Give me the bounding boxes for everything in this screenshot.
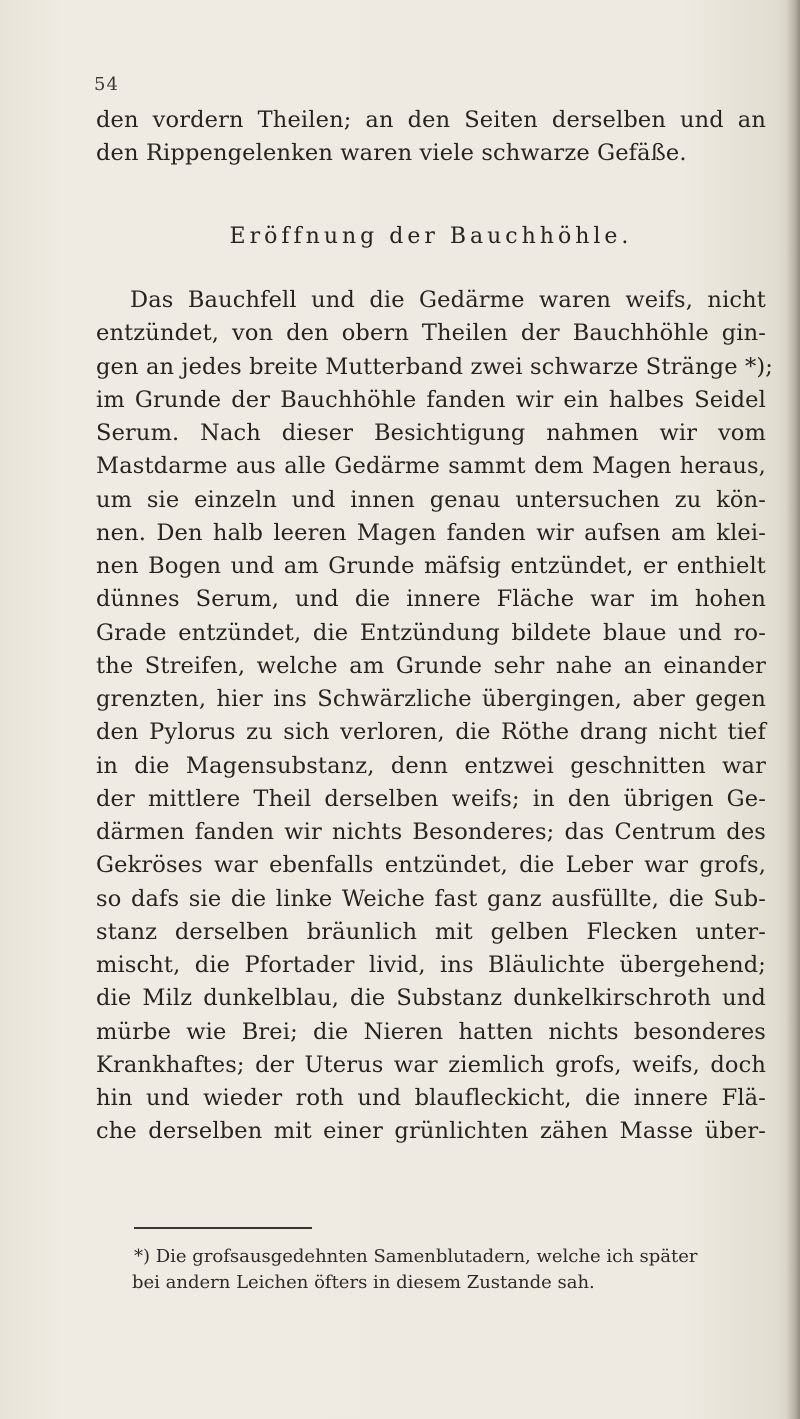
page-edge-shadow — [786, 0, 800, 1419]
text-line: Mastdarme aus alle Gedärme sammt dem Magen heraus, — [96, 453, 766, 480]
text-line: stanz derselben bräunlich mit gelben Flecken unter- — [96, 918, 766, 945]
footnote-line: *) Die grofsausgedehnten Samenblutadern, welche ich später — [134, 1246, 698, 1267]
section-paragraph — [96, 284, 774, 1149]
text-line: im Grunde der Bauchhöhle fanden wir ein halbes Seidel — [96, 386, 766, 413]
text-line: nen. Den halb leeren Magen fanden wir aufsen am klei- — [96, 519, 766, 546]
text-line: mürbe wie Brei; die Nieren hatten nichts besonderes — [96, 1018, 766, 1045]
text-line: den vordern Theilen; an den Seiten derselben und an — [96, 107, 766, 133]
text-line: hin und wieder roth und blaufleckicht, die innere Flä- — [96, 1085, 766, 1111]
page-number: 54 — [94, 74, 119, 95]
footnote-line: bei andern Leichen öfters in diesem Zustande sah. — [132, 1272, 595, 1293]
footnote — [134, 1244, 764, 1296]
text-line: in die Magensubstanz, denn entzwei geschnitten war — [96, 752, 766, 779]
text-line: so dafs sie die linke Weiche fast ganz ausfüllte, die Sub- — [96, 885, 766, 912]
text-line: dünnes Serum, und die innere Fläche war im hohen — [96, 586, 766, 613]
text-line: mischt, die Pfortader livid, ins Bläulichte übergehend; — [96, 952, 766, 978]
text-line: gen an jedes breite Mutterband zwei schwarze Stränge *); — [96, 353, 774, 380]
continued-paragraph — [96, 104, 766, 170]
text-line: che derselben mit einer grünlichten zähen Masse über- — [96, 1118, 766, 1145]
text-line: um sie einzeln und innen genau untersuchen zu kön- — [96, 486, 766, 513]
section-heading: Eröffnung der Bauchhöhle. — [229, 224, 633, 249]
text-line: Das Bauchfell und die Gedärme waren weifs, nicht — [130, 287, 766, 313]
text-line: den Pylorus zu sich verloren, die Röthe drang nicht tief — [96, 719, 766, 746]
text-line: die Milz dunkelblau, die Substanz dunkelkirschroth und — [96, 985, 766, 1012]
text-line: the Streifen, welche am Grunde sehr nahe an einander — [96, 652, 766, 679]
text-line: grenzten, hier ins Schwärzliche übergingen, aber gegen — [96, 686, 766, 712]
text-line: nen Bogen und am Grunde mäfsig entzündet, er enthielt — [96, 553, 766, 579]
text-line: Serum. Nach dieser Besichtigung nahmen wir vom — [96, 420, 766, 446]
text-line: der mittlere Theil derselben weifs; in den übrigen Ge- — [96, 785, 766, 812]
text-line: Gekröses war ebenfalls entzündet, die Leber war grofs, — [96, 852, 766, 879]
text-line: den Rippengelenken waren viele schwarze Gefäße. — [96, 140, 687, 166]
text-line: Grade entzündet, die Entzündung bildete blaue und ro- — [96, 619, 766, 646]
footnote-divider — [134, 1227, 312, 1229]
text-line: entzündet, von den obern Theilen der Bauchhöhle gin- — [96, 320, 766, 347]
text-line: Krankhaftes; der Uterus war ziemlich grofs, weifs, doch — [96, 1051, 766, 1078]
text-line: därmen fanden wir nichts Besonderes; das Centrum des — [96, 819, 766, 845]
